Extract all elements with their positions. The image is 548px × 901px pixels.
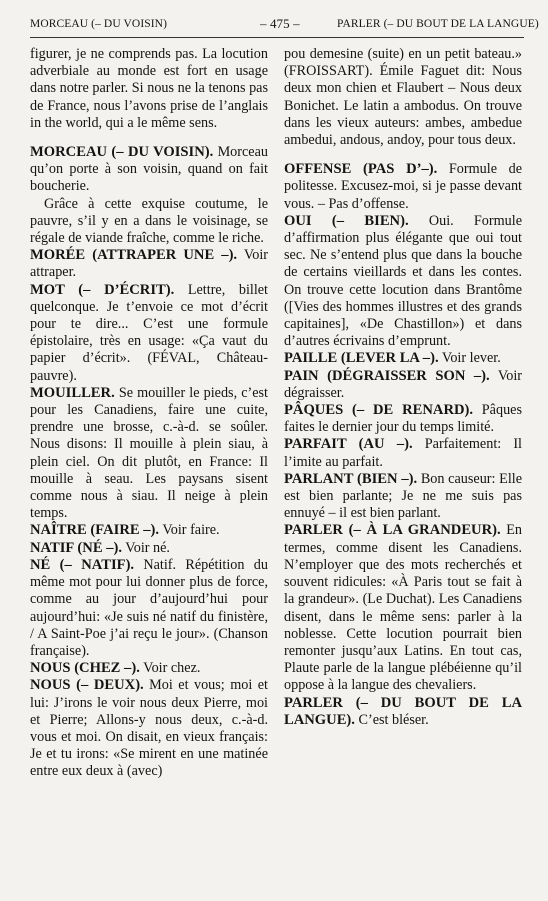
- headword: PARFAIT (AU –).: [284, 436, 413, 453]
- entry-cont: [30, 46, 268, 132]
- headword: MOT (– D’ÉCRIT).: [30, 281, 175, 298]
- headword: PAIN (DÉGRAISSER SON –).: [284, 367, 490, 384]
- definition-text: Bon causeur: Elle est bien parlante; Je ne me suis pas ennuyé – il est bien parlant.: [284, 470, 522, 522]
- entry-paille: [284, 350, 522, 367]
- definition-text: Se mouiller le pieds, c’est pour les Canadiens, faire une cuite, prendre une brosse, c.-à-d. se soûler. Nous disons: Il mouille à plein siau, à plein ciel. On dit plutôt, en France: Il mouille à seau. Les paysans sisent comme nous à siau. Il neige à plein temps.: [30, 384, 268, 522]
- entry-parfait: [284, 436, 522, 470]
- entry-morceau: [30, 144, 268, 196]
- definition-text: Morceau qu’on porte à son voisin, quand on fait boucherie.: [30, 144, 268, 195]
- headword: MORCEAU (– DU VOISIN).: [30, 144, 214, 161]
- definition-text: En termes, comme disent les Canadiens. N’employer que des mots recherchés et souvent ridicules: «À Paris tout se fait à la grandeur». (Le Duchat). Les Canadiens disent, dans le même sens: parler à la noblesse. Cette locution pourrait bien remonter jusqu’aux Latins. En tout cas, Plaute parle de la langue plébéienne qu’il oppose à la langue des chevaliers.: [284, 522, 522, 694]
- entry-parler-grandeur: [284, 522, 522, 694]
- definition-text: Pâques faites le dernier jour du temps limité.: [284, 402, 522, 436]
- header-rule: [30, 37, 524, 38]
- entry-nous-chez: [30, 660, 268, 677]
- headword: MORÉE (ATTRAPER UNE –).: [30, 247, 238, 264]
- headword: MOUILLER.: [30, 384, 115, 401]
- headword: PARLER (– DU BOUT DE LA LANGUE).: [284, 694, 522, 728]
- headword: PARLER (– À LA GRANDEUR).: [284, 522, 501, 539]
- entry-mouiller: [30, 385, 268, 523]
- entry-parlant: [284, 471, 522, 523]
- definition-text: Moi et vous; moi et lui: J’irons le voir nous deux Pierre, moi et Pierre; Allons-y nous deux, c.-à-d. vous et moi. On disait, en vieux français: Je et tu irons: «Se mirent en une matinée entre eux deux à (avec): [30, 677, 268, 780]
- definition-text: Voir attraper.: [30, 247, 269, 281]
- definition-text: Voir faire.: [159, 522, 220, 539]
- definition-text: Lettre, billet quelconque. Je t’envoie ce mot d’écrit pour te dire... C’est une formule épistolaire, très en usage: «Ça vaut du papier d’écrit». (FÉVAL, Château-pauvre).: [30, 281, 269, 384]
- headword: OFFENSE (PAS D’–).: [284, 161, 438, 178]
- entry-natif: [30, 540, 268, 557]
- entry-paques: [284, 402, 522, 436]
- definition-text: Voir lever.: [438, 350, 501, 367]
- definition-text: Formule de politesse. Excusez-moi, si je passe devant vous. – Pas d’offense.: [284, 161, 522, 212]
- definition-text: figurer, je ne comprends pas. La locution adverbiale au monde est fort en usage dans notre parler. Si nous ne la tenons pas de France, nous l’avons prise de l’anglais in the world, qui a le même sens.: [30, 46, 268, 131]
- entry-oui: [284, 213, 522, 351]
- entry-parler-bout: [284, 695, 522, 729]
- definition-text: pou demesine (suite) en un petit bateau.» (FROISSART). Émile Faguet dit: Nous deux mon chien et Flaubert – Nous deux Bonichet. Le latin a ambodus. On trouve dans les vieux auteurs: ambes, ambedue ambedui, andous, andoy, pour tous deux.: [284, 46, 522, 149]
- entry-nous-deux: [30, 677, 268, 780]
- headword: NOUS (– DEUX).: [30, 677, 144, 694]
- definition-text: Voir chez.: [139, 660, 201, 677]
- entry-mot: [30, 282, 268, 385]
- definition-text: Voir dégraisser.: [284, 367, 522, 401]
- entry-moree: [30, 247, 268, 281]
- headword: OUI (– BIEN).: [284, 212, 409, 229]
- page-number: – 475 –: [260, 16, 300, 31]
- headword: PÂQUES (– DE RENARD).: [284, 402, 474, 419]
- headword: NÉ (– NATIF).: [30, 556, 135, 573]
- left-column: [30, 46, 268, 781]
- entry-naitre: [30, 522, 268, 539]
- definition-text: C’est bléser.: [354, 711, 429, 728]
- headword: NATIF (NÉ –).: [30, 539, 123, 556]
- headword: PAILLE (LEVER LA –).: [284, 350, 439, 367]
- entry-morceau-extra: Grâce à cette exquise coutume, le pauvre, s’il y en a dans le voisinage, se régale de viande fraîche, comme le riche.: [30, 195, 268, 247]
- entry-pain: [284, 368, 522, 402]
- right-column: [284, 46, 522, 729]
- headword: PARLANT (BIEN –).: [284, 470, 418, 487]
- headword: NAÎTRE (FAIRE –).: [30, 522, 160, 539]
- entry-ne: [30, 557, 268, 660]
- entry-offense: [284, 161, 522, 213]
- entry-cont2: [284, 46, 522, 149]
- header-right: PARLER (– DU BOUT DE LA LANGUE): [337, 18, 539, 30]
- definition-text: Voir né.: [122, 539, 170, 556]
- header-left: MORCEAU (– DU VOISIN): [30, 18, 168, 30]
- headword: NOUS (CHEZ –).: [30, 660, 140, 677]
- running-header: [30, 14, 539, 36]
- definition-text: Natif. Répétition du même mot pour lui donner plus de force, comme au jour d’aujourd’hui pour aujourd’hui: «Je suis né natif du finistère, / A Saint-Poe j’ai reçu le jour». (Chanson française).: [30, 556, 268, 659]
- definition-text: Parfaitement: Il l’imite au parfait.: [284, 436, 522, 470]
- definition-text: Oui. Formule d’affirmation plus élégante que oui tout sec. Ne s’entend plus que dans la bouche de certains vieillards et dans les contes. On trouve cette locution dans Brantôme ([Vies des hommes illustres et des grands capitaines], «De Chastillon») et dans d’autres écrivains d’emprunt.: [284, 212, 522, 350]
